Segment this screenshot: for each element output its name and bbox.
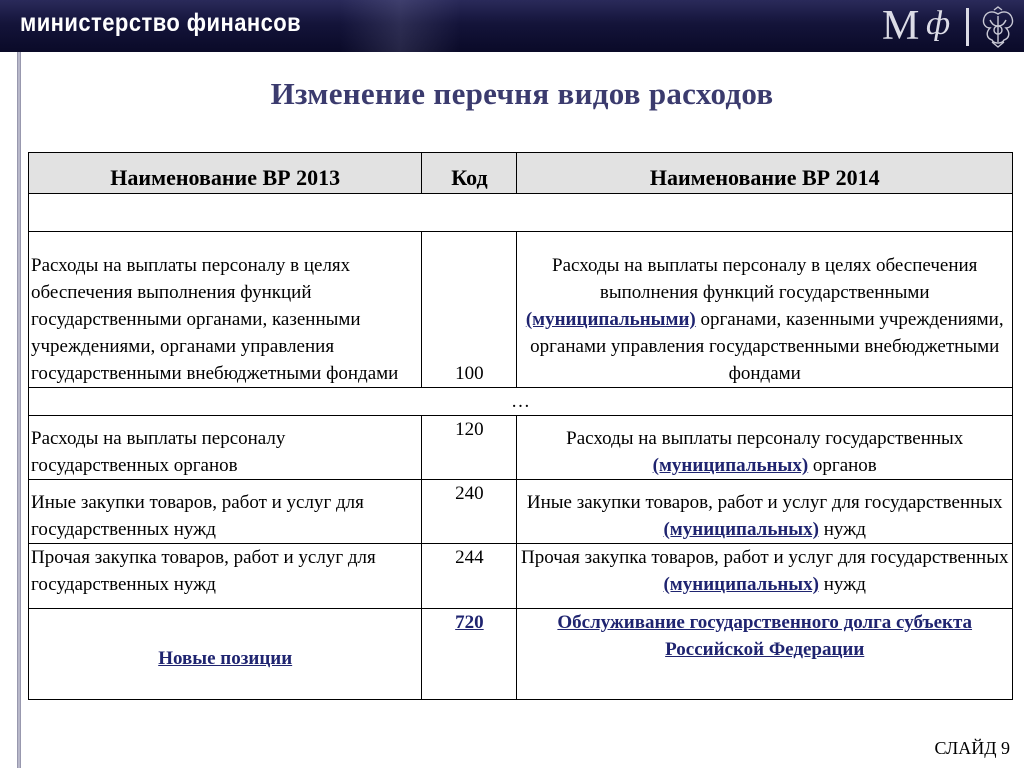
slide-title: Изменение перечня видов расходов: [270, 76, 774, 111]
header-code: Код: [422, 153, 517, 194]
expense-types-table: [28, 152, 1013, 700]
name-2014-text: Расходы на выплаты персоналу в целях обеспечения выполнения функций государственными: [552, 255, 978, 303]
name-2013-cell: Расходы на выплаты персоналу государственных органов: [29, 416, 422, 480]
header-decoration: [340, 0, 460, 52]
name-2014-cell: [517, 232, 1013, 388]
name-2013-cell: Прочая закупка товаров, работ и услуг для государственных нужд: [29, 544, 422, 609]
header-bar: [0, 0, 1024, 52]
code-cell: 100: [422, 232, 517, 388]
ministry-name: министерство финансов: [20, 9, 302, 37]
table-row-new-positions: [29, 609, 1013, 700]
name-2014-text-after: органами, казенными учреждениями, органами управления государственными внебюджетными фондами: [530, 309, 1004, 384]
name-2013-cell: Расходы на выплаты персоналу в целях обеспечения выполнения функций государственными органами, казенными учреждениями, органами управления государственными внебюджетными фондами: [29, 232, 422, 388]
header-name-2014: Наименование ВР 2014: [517, 153, 1013, 194]
table-row-ellipsis: [29, 388, 1013, 416]
name-2013-cell: Иные закупки товаров, работ и услуг для государственных нужд: [29, 480, 422, 544]
code-cell: 120: [422, 416, 517, 480]
municipal-link[interactable]: (муниципальными): [525, 309, 696, 330]
municipal-link[interactable]: (муниципальных): [663, 574, 819, 595]
new-positions-link[interactable]: Новые позиции: [158, 647, 293, 669]
name-2014-text-after: нужд: [818, 519, 866, 540]
logo-letter-m: М: [882, 3, 920, 49]
name-2014-text: Расходы на выплаты персоналу государственных: [566, 428, 964, 449]
table-row: [29, 232, 1013, 388]
header-name-2013: Наименование ВР 2013: [29, 153, 422, 194]
name-2014-text-after: нужд: [818, 574, 866, 595]
minfin-logo: [876, 4, 1024, 50]
municipal-link[interactable]: (муниципальных): [663, 519, 819, 540]
name-2014-text: Прочая закупка товаров, работ и услуг для государственных: [520, 547, 1009, 568]
new-code-link[interactable]: 720: [455, 612, 484, 633]
name-2014-text-after: органов: [808, 455, 877, 476]
name-2014-cell: [517, 544, 1013, 609]
table-row: [29, 416, 1013, 480]
slide-number: СЛАЙД 9: [934, 738, 1010, 758]
table-row-empty: [29, 194, 1013, 232]
name-2014-cell: [517, 480, 1013, 544]
eagle-emblem-icon: [978, 6, 1018, 48]
municipal-link[interactable]: (муниципальных): [652, 455, 809, 476]
left-decorative-line: [17, 52, 21, 768]
debt-service-link[interactable]: Обслуживание государственного долга субъекта Российской Федерации: [557, 612, 973, 660]
table-row: [29, 480, 1013, 544]
table-header-row: [29, 153, 1013, 194]
new-code-cell: [422, 609, 517, 700]
ellipsis-cell: …: [29, 388, 1013, 416]
code-cell: 240: [422, 480, 517, 544]
new-name-2014-cell: [517, 609, 1013, 700]
name-2014-text: Иные закупки товаров, работ и услуг для государственных: [526, 492, 1003, 513]
new-positions-cell: [29, 609, 422, 700]
code-cell: 244: [422, 544, 517, 609]
logo-letter-f: ф: [926, 5, 951, 42]
name-2014-cell: [517, 416, 1013, 480]
empty-cell: [29, 194, 1013, 232]
table-row: [29, 544, 1013, 609]
logo-bar: [966, 8, 969, 46]
